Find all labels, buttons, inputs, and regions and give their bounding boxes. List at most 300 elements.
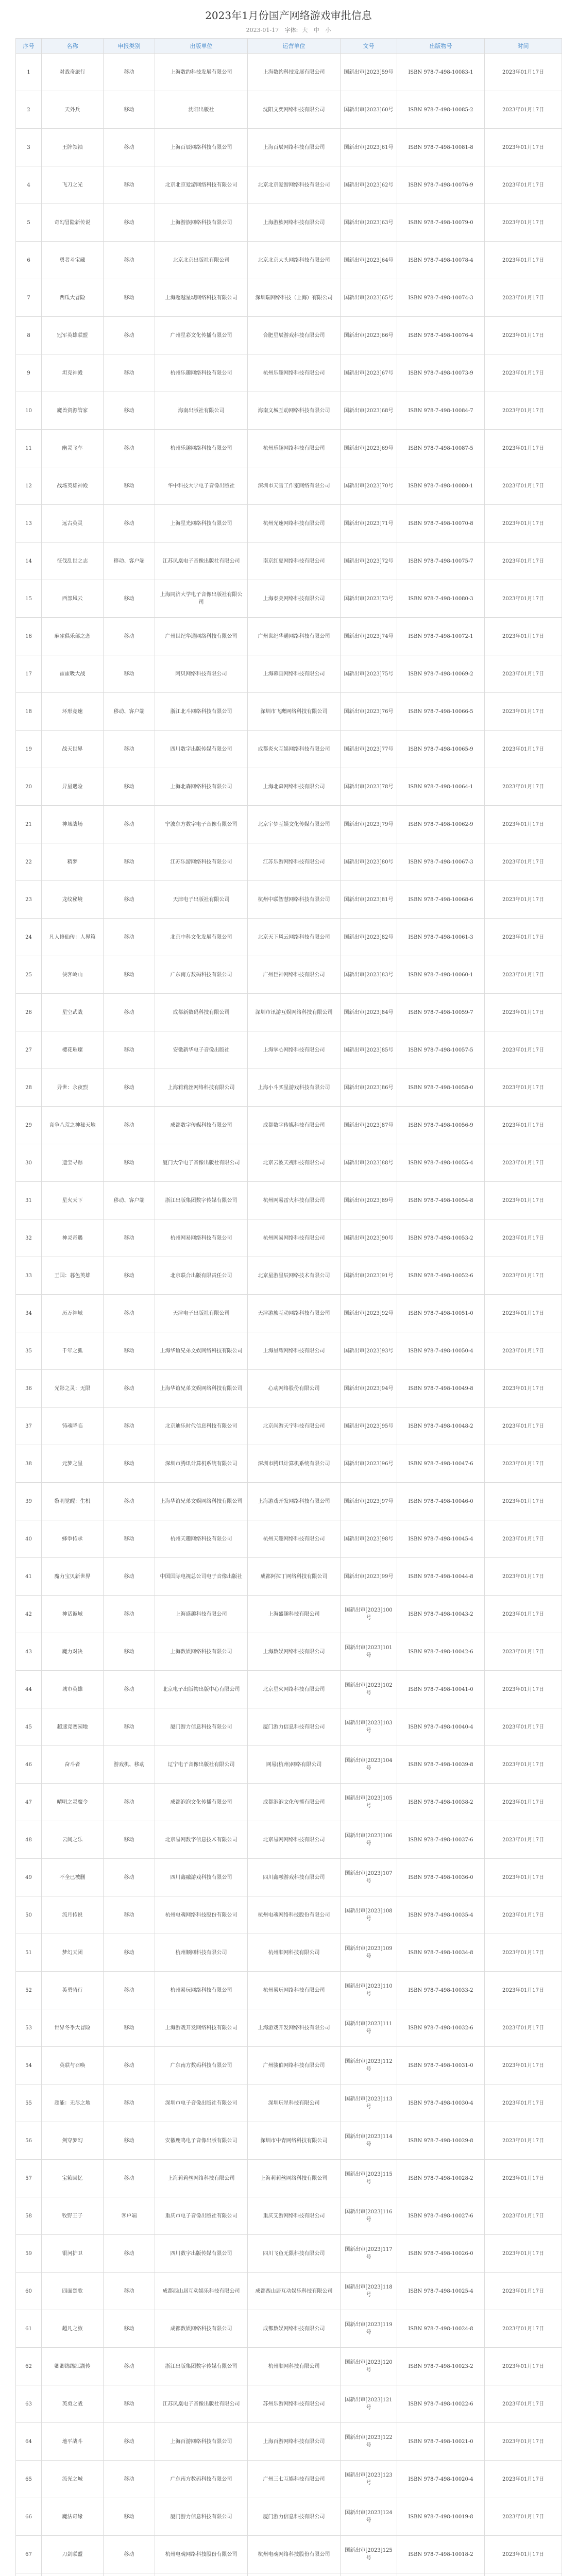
category-cell: 移动: [104, 242, 155, 279]
serial-cell: 12: [16, 467, 42, 505]
approval-number-cell: 国新出审[2023]84号: [341, 994, 397, 1031]
publisher-cell: 厦门大学电子音像出版社有限公司: [155, 1144, 248, 1182]
approval-number-cell: 国新出审[2023]86号: [341, 1069, 397, 1107]
game-name-cell: 银河护卫: [42, 2235, 104, 2273]
serial-cell: 1: [16, 54, 42, 91]
approval-number-cell: 国新出审[2023]101号: [341, 1633, 397, 1671]
publisher-cell: 成都西山居互动娱乐科技有限公司: [155, 2273, 248, 2310]
font-size-label: 字体:: [284, 27, 298, 33]
isbn-cell: ISBN 978-7-498-10076-9: [397, 166, 485, 204]
serial-cell: 48: [16, 1821, 42, 1859]
game-name-cell: 龙纹秘境: [42, 881, 104, 919]
approval-number-cell: 国新出审[2023]92号: [341, 1295, 397, 1332]
date-cell: 2023年01月17日: [485, 1558, 562, 1596]
table-row: [16, 994, 562, 1031]
serial-cell: 24: [16, 919, 42, 956]
date-cell: 2023年01月17日: [485, 731, 562, 768]
category-cell: 移动: [104, 430, 155, 467]
table-row: [16, 1182, 562, 1219]
game-name-cell: 魔法奇缘: [42, 2498, 104, 2536]
publisher-cell: 上海百游网络科技有限公司: [155, 2423, 248, 2461]
date-cell: 2023年01月17日: [485, 1520, 562, 1558]
column-header: 申报类别: [104, 39, 155, 54]
table-row: [16, 1445, 562, 1483]
game-name-cell: 冠军英雄联盟: [42, 317, 104, 354]
publisher-cell: 安徽鹿鸣电子音像出版有限公司: [155, 2122, 248, 2160]
game-name-cell: 流光之城: [42, 2461, 104, 2498]
isbn-cell: ISBN 978-7-498-10085-2: [397, 91, 485, 129]
table-row: [16, 1972, 562, 2009]
game-name-cell: 战天世界: [42, 731, 104, 768]
approval-number-cell: 国新出审[2023]98号: [341, 1520, 397, 1558]
table-row: [16, 1031, 562, 1069]
serial-cell: 60: [16, 2273, 42, 2310]
table-row: [16, 1558, 562, 1596]
isbn-cell: ISBN 978-7-498-10051-0: [397, 1295, 485, 1332]
operator-cell: 深圳市天雪工作室网络有限公司: [248, 467, 341, 505]
serial-cell: 31: [16, 1182, 42, 1219]
category-cell: 移动: [104, 2084, 155, 2122]
category-cell: 移动: [104, 1257, 155, 1295]
date-cell: 2023年01月17日: [485, 204, 562, 242]
table-row: [16, 731, 562, 768]
game-name-cell: 远古英灵: [42, 505, 104, 543]
serial-cell: 18: [16, 693, 42, 731]
isbn-cell: ISBN 978-7-498-10027-6: [397, 2197, 485, 2235]
table-row: [16, 2573, 562, 2576]
game-name-cell: 剑穿梦幻: [42, 2122, 104, 2160]
table-row: [16, 1370, 562, 1408]
isbn-cell: ISBN 978-7-498-10065-9: [397, 731, 485, 768]
date-cell: 2023年01月17日: [485, 467, 562, 505]
operator-cell: 北京星游星辰网络技术有限公司: [248, 1257, 341, 1295]
approval-number-cell: 国新出审[2023]75号: [341, 655, 397, 693]
operator-cell: 海南文城互动网络科技有限公司: [248, 392, 341, 430]
category-cell: 移动: [104, 1332, 155, 1370]
approval-number-cell: 国新出审[2023]121号: [341, 2385, 397, 2423]
isbn-cell: ISBN 978-7-498-10054-8: [397, 1182, 485, 1219]
category-cell: 移动: [104, 768, 155, 806]
table-row: [16, 1859, 562, 1896]
publisher-cell: 上海莉莉丝网络科技有限公司: [155, 2160, 248, 2197]
category-cell: 移动: [104, 2498, 155, 2536]
publisher-cell: 上海数约科技发展有限公司: [155, 54, 248, 91]
operator-cell: 上海游族网络科技有限公司: [248, 204, 341, 242]
isbn-cell: ISBN 978-7-498-10036-0: [397, 1859, 485, 1896]
isbn-cell: ISBN 978-7-498-10060-1: [397, 956, 485, 994]
serial-cell: 17: [16, 655, 42, 693]
operator-cell: 厦门游力信息科技有限公司: [248, 2498, 341, 2536]
table-row: [16, 1332, 562, 1370]
category-cell: 移动: [104, 2009, 155, 2047]
isbn-cell: ISBN 978-7-498-10078-4: [397, 242, 485, 279]
publisher-cell: 华中科技大学电子音像出版社: [155, 467, 248, 505]
date-cell: 2023年01月17日: [485, 1934, 562, 1972]
game-name-cell: [42, 2573, 104, 2576]
date-cell: 2023年01月17日: [485, 1596, 562, 1633]
date-cell: 2023年01月17日: [485, 693, 562, 731]
operator-cell: 杭州乐趣网络科技有限公司: [248, 354, 341, 392]
approval-number-cell: 国新出审[2023]107号: [341, 1859, 397, 1896]
approval-number-cell: 国新出审[2023]103号: [341, 1708, 397, 1746]
operator-cell: 北京北京爱游网络科技有限公司: [248, 166, 341, 204]
serial-cell: 47: [16, 1784, 42, 1821]
serial-cell: 40: [16, 1520, 42, 1558]
publisher-cell: 成都数字传媒科技有限公司: [155, 1107, 248, 1144]
isbn-cell: ISBN 978-7-498-10079-0: [397, 204, 485, 242]
date-cell: [485, 2573, 562, 2576]
isbn-cell: ISBN 978-7-498-10045-4: [397, 1520, 485, 1558]
game-name-cell: 对战奇旅行: [42, 54, 104, 91]
serial-cell: 27: [16, 1031, 42, 1069]
approval-number-cell: 国新出审[2023]60号: [341, 91, 397, 129]
serial-cell: 58: [16, 2197, 42, 2235]
operator-cell: 上海游戏开发网络科技有限公司: [248, 1483, 341, 1520]
table-row: [16, 430, 562, 467]
operator-cell: 广州三七互娱科技有限公司: [248, 2461, 341, 2498]
isbn-cell: ISBN 978-7-498-10052-6: [397, 1257, 485, 1295]
operator-cell: 北京尚游天宇科技有限公司: [248, 1408, 341, 1445]
game-name-cell: 超凡之旅: [42, 2310, 104, 2348]
date-cell: 2023年01月17日: [485, 2235, 562, 2273]
table-row: [16, 2160, 562, 2197]
approval-number-cell: [341, 2573, 397, 2576]
category-cell: 移动: [104, 1031, 155, 1069]
serial-cell: 25: [16, 956, 42, 994]
publisher-cell: [155, 2573, 248, 2576]
font-size-small-link[interactable]: 小: [325, 27, 331, 33]
approval-number-cell: 国新出审[2023]70号: [341, 467, 397, 505]
category-cell: 移动: [104, 2461, 155, 2498]
approval-number-cell: 国新出审[2023]69号: [341, 430, 397, 467]
category-cell: 移动: [104, 1784, 155, 1821]
approval-number-cell: 国新出审[2023]111号: [341, 2009, 397, 2047]
operator-cell: 深圳市腾讯计算机系统有限公司: [248, 1445, 341, 1483]
operator-cell: 杭州网易网络科技有限公司: [248, 1219, 341, 1257]
category-cell: 移动: [104, 994, 155, 1031]
category-cell: 移动: [104, 467, 155, 505]
publisher-cell: 成都新数码科技有限公司: [155, 994, 248, 1031]
publisher-cell: 杭州电魂网络科技股份有限公司: [155, 1896, 248, 1934]
table-row: [16, 2461, 562, 2498]
isbn-cell: ISBN 978-7-498-10061-3: [397, 919, 485, 956]
date-cell: 2023年01月17日: [485, 543, 562, 580]
date-cell: 2023年01月17日: [485, 2197, 562, 2235]
approval-number-cell: 国新出审[2023]95号: [341, 1408, 397, 1445]
approval-number-cell: 国新出审[2023]116号: [341, 2197, 397, 2235]
category-cell: 移动: [104, 91, 155, 129]
date-cell: 2023年01月17日: [485, 2536, 562, 2573]
date-cell: 2023年01月17日: [485, 1708, 562, 1746]
category-cell: 移动: [104, 1821, 155, 1859]
game-name-cell: 战场英雄神殿: [42, 467, 104, 505]
publisher-cell: 上海超越星城网络科技有限公司: [155, 279, 248, 317]
table-row: [16, 580, 562, 618]
category-cell: 移动: [104, 580, 155, 618]
operator-cell: 四川飞鱼无限科技有限公司: [248, 2235, 341, 2273]
publisher-cell: 四川数字出版传媒有限公司: [155, 2235, 248, 2273]
column-header: 名称: [42, 39, 104, 54]
operator-cell: 北京天下风云网络科技有限公司: [248, 919, 341, 956]
game-name-cell: 英勇之战: [42, 2385, 104, 2423]
table-row: [16, 2385, 562, 2423]
category-cell: 移动: [104, 129, 155, 166]
operator-cell: 成都阿拉丁网络科技有限公司: [248, 1558, 341, 1596]
approval-number-cell: 国新出审[2023]65号: [341, 279, 397, 317]
operator-cell: 上海幕画网络科技有限公司: [248, 655, 341, 693]
serial-cell: 8: [16, 317, 42, 354]
date-cell: 2023年01月17日: [485, 994, 562, 1031]
approval-number-cell: 国新出审[2023]96号: [341, 1445, 397, 1483]
operator-cell: 杭州乐趣网络科技有限公司: [248, 430, 341, 467]
date-cell: 2023年01月17日: [485, 1257, 562, 1295]
date-cell: 2023年01月17日: [485, 2122, 562, 2160]
publisher-cell: 四川数字出版传媒有限公司: [155, 731, 248, 768]
operator-cell: 上海北森网络科技有限公司: [248, 768, 341, 806]
publisher-cell: 上海数娱网络科技有限公司: [155, 1633, 248, 1671]
date-cell: 2023年01月17日: [485, 1370, 562, 1408]
table-row: [16, 956, 562, 994]
serial-cell: 42: [16, 1596, 42, 1633]
table-row: [16, 543, 562, 580]
publisher-cell: 杭州易玩网络科技有限公司: [155, 1972, 248, 2009]
operator-cell: 上海百辰网络科技有限公司: [248, 129, 341, 166]
page-title: 2023年1月份国产网络游戏审批信息: [205, 9, 372, 22]
operator-cell: 北京星火网络科技有限公司: [248, 1671, 341, 1708]
date-cell: 2023年01月17日: [485, 1408, 562, 1445]
game-name-cell: 神话诡域: [42, 1596, 104, 1633]
publisher-cell: 广州世纪华通网络科技有限公司: [155, 618, 248, 655]
game-name-cell: 地平战斗: [42, 2423, 104, 2461]
publisher-cell: 四川鑫融游戏科技有限公司: [155, 1859, 248, 1896]
approval-number-cell: 国新出审[2023]85号: [341, 1031, 397, 1069]
table-row: [16, 166, 562, 204]
operator-cell: 成都数字传媒科技有限公司: [248, 1107, 341, 1144]
operator-cell: 重庆艾游网络科技有限公司: [248, 2197, 341, 2235]
game-name-cell: 元梦之星: [42, 1445, 104, 1483]
game-name-cell: 王国：暮色英雄: [42, 1257, 104, 1295]
serial-cell: 53: [16, 2009, 42, 2047]
game-name-cell: 异世：永夜烈: [42, 1069, 104, 1107]
category-cell: 移动: [104, 1558, 155, 1596]
operator-cell: 深圳市讯游互娱网络科技有限公司: [248, 994, 341, 1031]
publisher-cell: 广东南方数码科技有限公司: [155, 2461, 248, 2498]
isbn-cell: ISBN 978-7-498-10053-2: [397, 1219, 485, 1257]
operator-cell: 成都泡泡文化传播有限公司: [248, 1784, 341, 1821]
category-cell: 移动、客户端: [104, 1182, 155, 1219]
column-header: 出版单位: [155, 39, 248, 54]
publisher-cell: 海南出版社有限公司: [155, 392, 248, 430]
publisher-cell: 北京迪乐时代信息科技有限公司: [155, 1408, 248, 1445]
date-cell: 2023年01月17日: [485, 1784, 562, 1821]
category-cell: 移动: [104, 1483, 155, 1520]
approval-number-cell: 国新出审[2023]77号: [341, 731, 397, 768]
table-row: [16, 1708, 562, 1746]
operator-cell: 四川鑫融游戏科技有限公司: [248, 1859, 341, 1896]
table-row: [16, 1295, 562, 1332]
publisher-cell: 安徽新华电子音像出版社: [155, 1031, 248, 1069]
operator-cell: 江苏乐游网络科技有限公司: [248, 843, 341, 881]
operator-cell: 北京云波天视科技有限公司: [248, 1144, 341, 1182]
serial-cell: 32: [16, 1219, 42, 1257]
category-cell: 移动: [104, 204, 155, 242]
publisher-cell: 宁波东方数字电子音像有限公司: [155, 806, 248, 843]
isbn-cell: ISBN 978-7-498-10046-0: [397, 1483, 485, 1520]
approval-number-cell: 国新出审[2023]100号: [341, 1596, 397, 1633]
serial-cell: 33: [16, 1257, 42, 1295]
isbn-cell: ISBN 978-7-498-10022-6: [397, 2385, 485, 2423]
serial-cell: 43: [16, 1633, 42, 1671]
publisher-cell: 广东南方数码科技有限公司: [155, 2047, 248, 2084]
table-row: [16, 129, 562, 166]
publisher-cell: 辽宁电子音像出版社有限公司: [155, 1746, 248, 1784]
serial-cell: 41: [16, 1558, 42, 1596]
operator-cell: 杭州中联智慧网络科技有限公司: [248, 881, 341, 919]
serial-cell: 67: [16, 2536, 42, 2573]
approval-number-cell: 国新出审[2023]122号: [341, 2423, 397, 2461]
game-name-cell: 英勇骑行: [42, 1972, 104, 2009]
date-cell: 2023年01月17日: [485, 2047, 562, 2084]
publisher-cell: 杭州天趣网络科技有限公司: [155, 1520, 248, 1558]
date-cell: 2023年01月17日: [485, 2084, 562, 2122]
isbn-cell: ISBN 978-7-498-10029-8: [397, 2122, 485, 2160]
category-cell: 移动: [104, 2385, 155, 2423]
publisher-cell: 成都数娱网络科技有限公司: [155, 2310, 248, 2348]
game-name-cell: 牧野王子: [42, 2197, 104, 2235]
approval-number-cell: 国新出审[2023]89号: [341, 1182, 397, 1219]
operator-cell: 深圳市中青网络科技有限公司: [248, 2122, 341, 2160]
game-name-cell: 幽灵飞车: [42, 430, 104, 467]
approval-number-cell: 国新出审[2023]120号: [341, 2348, 397, 2385]
serial-cell: 66: [16, 2498, 42, 2536]
category-cell: 移动、客户端: [104, 693, 155, 731]
category-cell: 移动: [104, 919, 155, 956]
table-row: [16, 2423, 562, 2461]
date-cell: 2023年01月17日: [485, 317, 562, 354]
serial-cell: 57: [16, 2160, 42, 2197]
serial-cell: 55: [16, 2084, 42, 2122]
table-row: [16, 806, 562, 843]
date-cell: 2023年01月17日: [485, 2273, 562, 2310]
operator-cell: 上海泰美网络科技有限公司: [248, 580, 341, 618]
publisher-cell: 天津电子出版社有限公司: [155, 881, 248, 919]
isbn-cell: ISBN 978-7-498-10032-6: [397, 2009, 485, 2047]
isbn-cell: ISBN 978-7-498-10067-3: [397, 843, 485, 881]
publisher-cell: 广州星彩文化传播有限公司: [155, 317, 248, 354]
approval-number-cell: 国新出审[2023]106号: [341, 1821, 397, 1859]
serial-cell: 28: [16, 1069, 42, 1107]
publisher-cell: 阿贝网络科技有限公司: [155, 655, 248, 693]
isbn-cell: ISBN 978-7-498-10068-6: [397, 881, 485, 919]
isbn-cell: ISBN 978-7-498-10021-0: [397, 2423, 485, 2461]
date-cell: 2023年01月17日: [485, 129, 562, 166]
date-cell: 2023年01月17日: [485, 2461, 562, 2498]
isbn-cell: ISBN 978-7-498-10073-9: [397, 354, 485, 392]
table-row: [16, 317, 562, 354]
operator-cell: 杭州网易雷火科技有限公司: [248, 1182, 341, 1219]
approval-number-cell: 国新出审[2023]123号: [341, 2461, 397, 2498]
operator-cell: 杭州电魂网络科技股份有限公司: [248, 2536, 341, 2573]
approval-number-cell: 国新出审[2023]59号: [341, 54, 397, 91]
category-cell: 移动: [104, 1370, 155, 1408]
publisher-cell: 广东南方数码科技有限公司: [155, 956, 248, 994]
isbn-cell: ISBN 978-7-498-10070-8: [397, 505, 485, 543]
date-cell: 2023年01月17日: [485, 2310, 562, 2348]
date-cell: 2023年01月17日: [485, 768, 562, 806]
operator-cell: 心动网络股份有限公司: [248, 1370, 341, 1408]
isbn-cell: ISBN 978-7-498-10030-4: [397, 2084, 485, 2122]
operator-cell: 厦门游力信息科技有限公司: [248, 1708, 341, 1746]
category-cell: 移动: [104, 2122, 155, 2160]
game-name-cell: 云间之乐: [42, 1821, 104, 1859]
font-size-medium-link[interactable]: 中: [313, 27, 319, 33]
date-cell: 2023年01月17日: [485, 430, 562, 467]
serial-cell: 19: [16, 731, 42, 768]
table-header-row: [16, 39, 562, 54]
publisher-cell: 上海星光网络科技有限公司: [155, 505, 248, 543]
serial-cell: 29: [16, 1107, 42, 1144]
date-cell: 2023年01月17日: [485, 1445, 562, 1483]
isbn-cell: ISBN 978-7-498-10025-4: [397, 2273, 485, 2310]
isbn-cell: ISBN 978-7-498-10035-4: [397, 1896, 485, 1934]
table-row: [16, 91, 562, 129]
category-cell: 移动: [104, 2273, 155, 2310]
game-name-cell: 王牌领袖: [42, 129, 104, 166]
approval-number-cell: 国新出审[2023]125号: [341, 2536, 397, 2573]
approval-number-cell: 国新出审[2023]73号: [341, 580, 397, 618]
serial-cell: 5: [16, 204, 42, 242]
publisher-cell: 中国国际电视总公司电子音像出版社: [155, 1558, 248, 1596]
isbn-cell: ISBN 978-7-498-10074-3: [397, 279, 485, 317]
table-row: [16, 655, 562, 693]
table-row: [16, 1633, 562, 1671]
table-row: [16, 242, 562, 279]
operator-cell: 合肥星辰游戏科技有限公司: [248, 317, 341, 354]
publisher-cell: 北京北京出版社有限公司: [155, 242, 248, 279]
game-name-cell: 魔力对决: [42, 1633, 104, 1671]
isbn-cell: ISBN 978-7-498-10049-8: [397, 1370, 485, 1408]
table-row: [16, 392, 562, 430]
date-cell: 2023年01月17日: [485, 1031, 562, 1069]
approval-number-cell: 国新出审[2023]71号: [341, 505, 397, 543]
date-cell: 2023年01月17日: [485, 1332, 562, 1370]
operator-cell: 杭州天趣网络科技有限公司: [248, 1520, 341, 1558]
isbn-cell: ISBN 978-7-498-10064-1: [397, 768, 485, 806]
table-row: [16, 1596, 562, 1633]
serial-cell: 56: [16, 2122, 42, 2160]
date-cell: 2023年01月17日: [485, 505, 562, 543]
table-row: [16, 2122, 562, 2160]
serial-cell: 2: [16, 91, 42, 129]
publisher-cell: 浙江北斗网络科技有限公司: [155, 693, 248, 731]
game-name-cell: 刀剑联盟: [42, 2536, 104, 2573]
category-cell: 移动: [104, 1859, 155, 1896]
operator-cell: 成都西山居互动娱乐科技有限公司: [248, 2273, 341, 2310]
publish-date: 2023-01-17: [246, 27, 279, 33]
category-cell: 移动: [104, 2423, 155, 2461]
game-name-cell: 西瓜大冒险: [42, 279, 104, 317]
table-row: [16, 1821, 562, 1859]
date-cell: 2023年01月17日: [485, 354, 562, 392]
publisher-cell: 江苏乐游网络科技有限公司: [155, 843, 248, 881]
isbn-cell: ISBN 978-7-498-10033-2: [397, 1972, 485, 2009]
font-size-large-link[interactable]: 大: [302, 27, 308, 33]
date-cell: 2023年01月17日: [485, 1896, 562, 1934]
approval-number-cell: 国新出审[2023]67号: [341, 354, 397, 392]
category-cell: 移动: [104, 1633, 155, 1671]
isbn-cell: ISBN 978-7-498-10048-2: [397, 1408, 485, 1445]
isbn-cell: ISBN 978-7-498-10028-2: [397, 2160, 485, 2197]
